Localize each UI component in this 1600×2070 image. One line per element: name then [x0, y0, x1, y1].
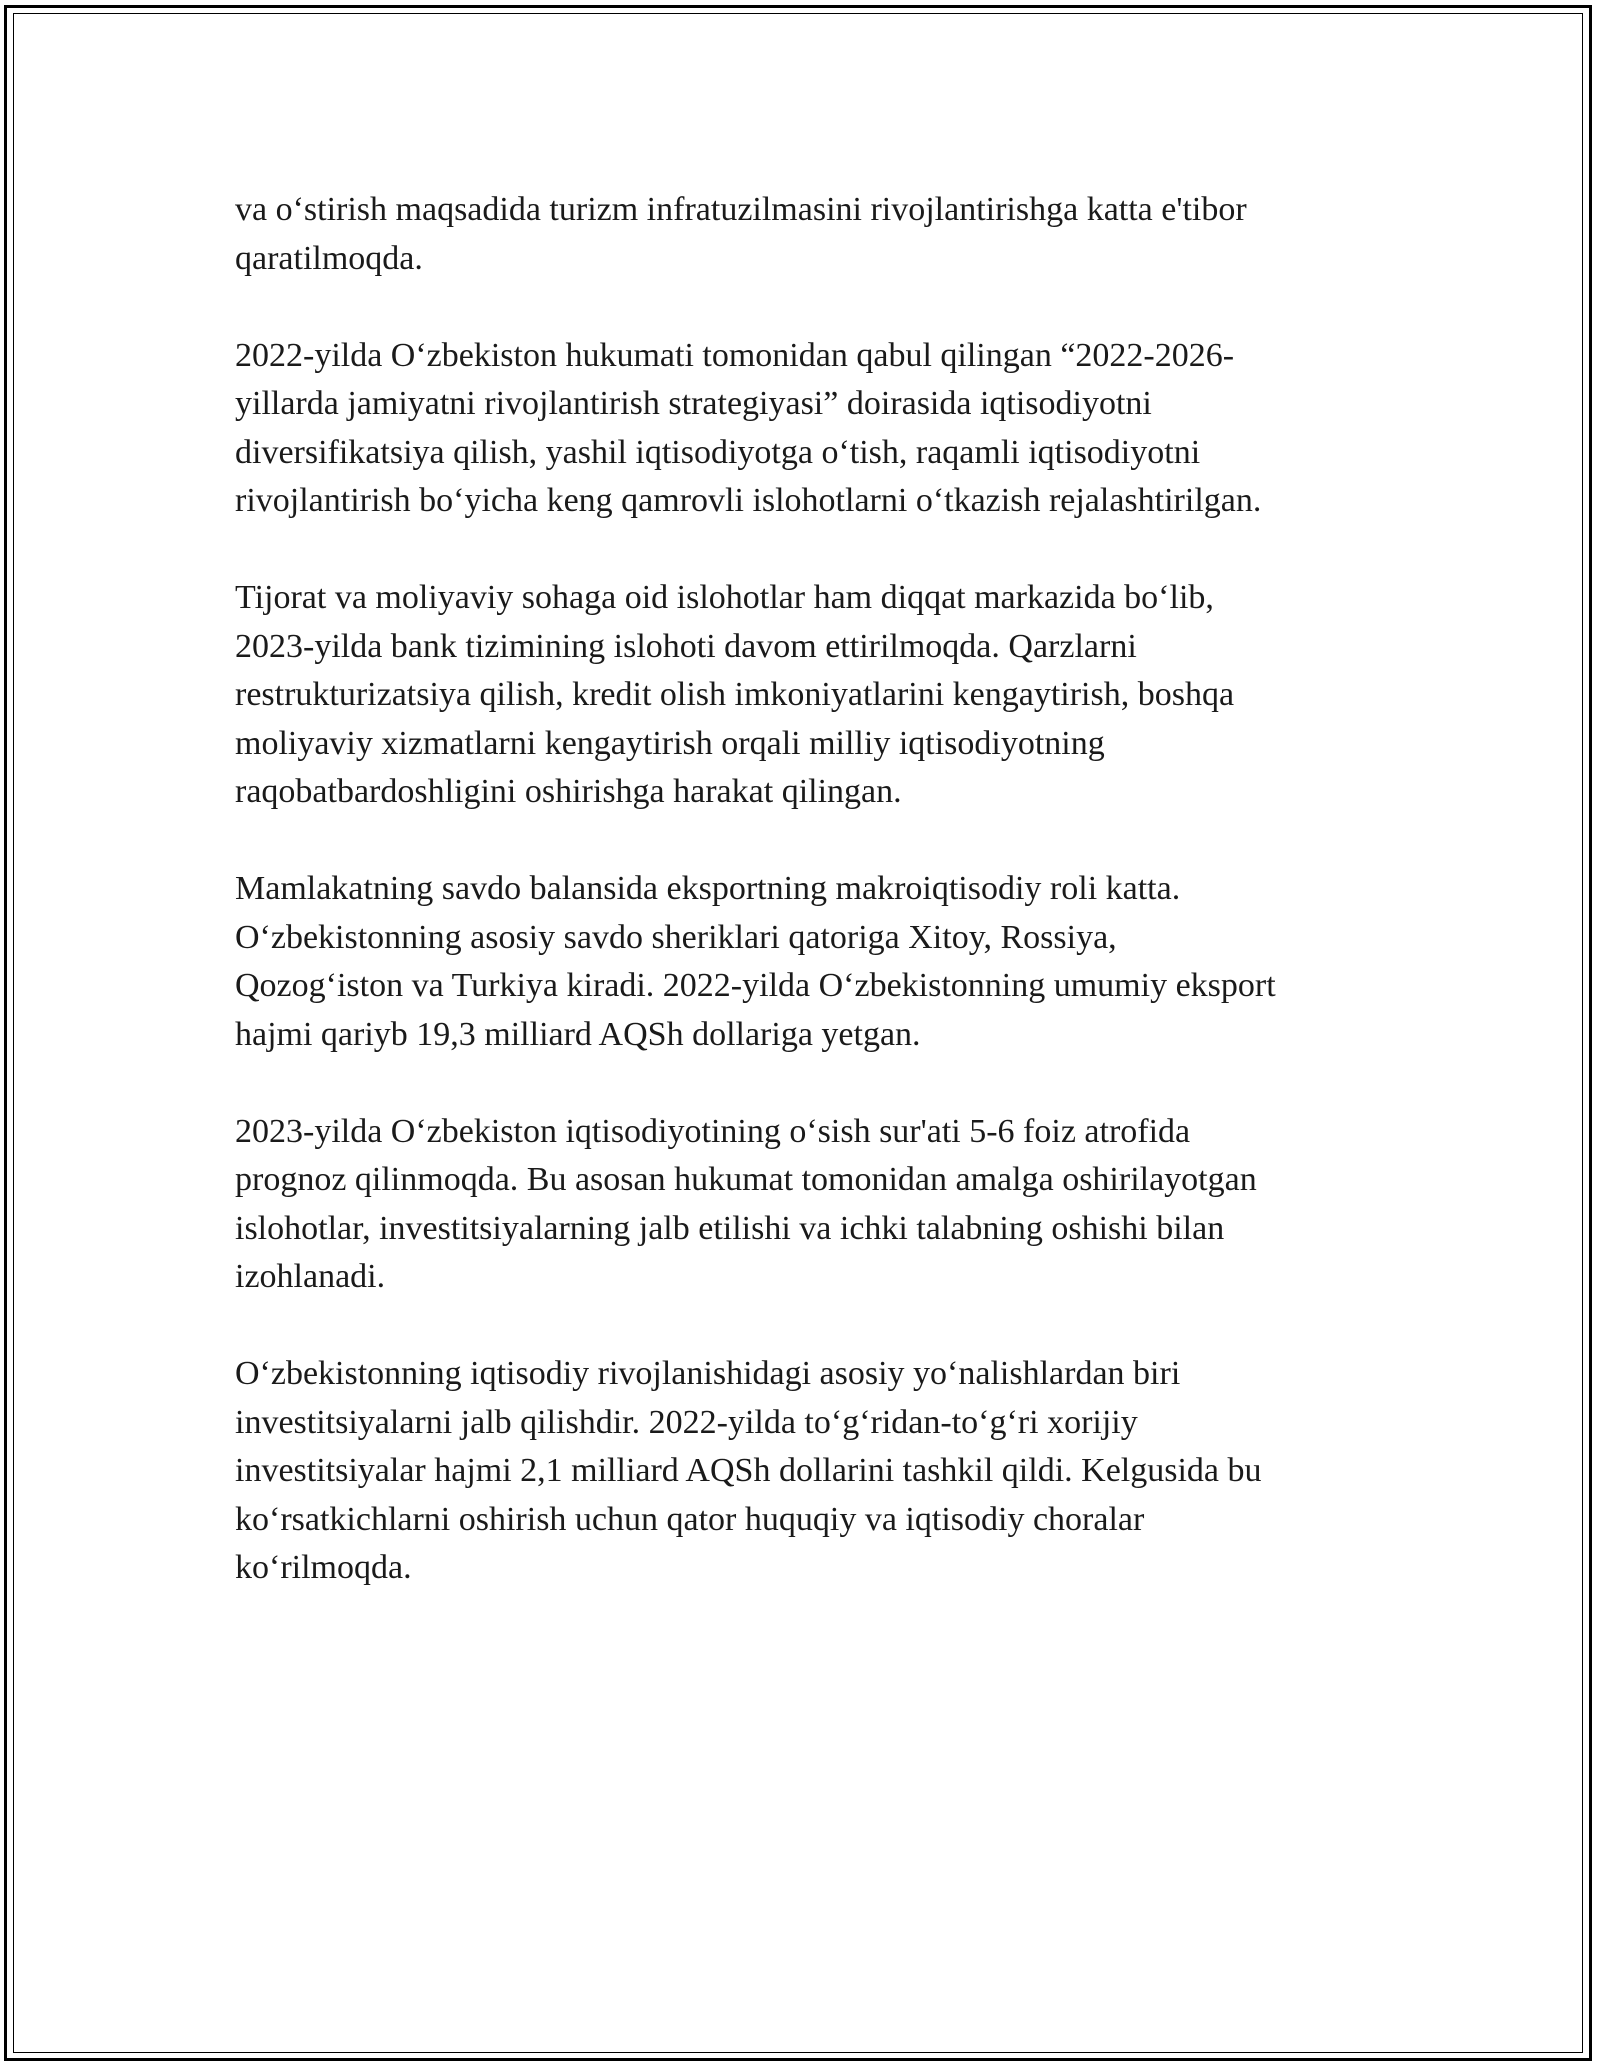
- document-body: [235, 186, 1385, 1641]
- text-line: ko‘rsatkichlarni oshirish uchun qator huquqiy va iqtisodiy choralar: [235, 1500, 1145, 1538]
- text-line: restrukturizatsiya qilish, kredit olish imkoniyatlarini kengaytirish, boshqa: [235, 676, 1235, 713]
- text-line: yillarda jamiyatni rivojlantirish strategiyasi” doirasida iqtisodiyotni: [235, 385, 1152, 422]
- text-line: 2023-yilda bank tizimining islohoti davom ettirilmoqda. Qarzlarni: [235, 627, 1137, 665]
- text-line: 2023-yilda O‘zbekiston iqtisodiyotining o‘sish sur'ati 5-6 foiz atrofida: [235, 1112, 1191, 1150]
- paragraph-growth: [235, 1108, 1385, 1302]
- text-line: izohlanadi.: [235, 1258, 386, 1295]
- text-line: hajmi qariyb 19,3 milliard AQSh dollariga yetgan.: [235, 1015, 921, 1053]
- text-line: O‘zbekistonning iqtisodiy rivojlanishidagi asosiy yo‘nalishlardan biri: [235, 1355, 1181, 1392]
- text-line: va o‘stirish maqsadida turizm infratuzilmasini rivojlantirishga katta e'tibor: [235, 191, 1247, 228]
- text-line: rivojlantirish bo‘yicha keng qamrovli islohotlarni o‘tkazish rejalashtirilgan.: [235, 482, 1262, 519]
- text-line: Mamlakatning savdo balansida eksportning makroiqtisodiy roli katta.: [235, 870, 1181, 907]
- text-line: diversifikatsiya qilish, yashil iqtisodiyotga o‘tish, raqamli iqtisodiyotni: [235, 433, 1201, 471]
- text-line: raqobatbardoshligini oshirishga harakat qilingan.: [235, 773, 902, 810]
- text-line: investitsiyalar hajmi 2,1 milliard AQSh dollarini tashkil qildi. Kelgusida bu: [235, 1452, 1262, 1489]
- paragraph-tourism: [235, 186, 1385, 283]
- text-line: prognoz qilinmoqda. Bu asosan hukumat tomonidan amalga oshirilayotgan: [235, 1161, 1257, 1198]
- text-line: moliyaviy xizmatlarni kengaytirish orqali milliy iqtisodiyotning: [235, 724, 1105, 762]
- paragraph-investment: [235, 1350, 1385, 1593]
- text-line: ko‘rilmoqda.: [235, 1549, 412, 1586]
- text-line: islohotlar, investitsiyalarning jalb etilishi va ichki talabning oshishi bilan: [235, 1209, 1225, 1247]
- text-line: Tijorat va moliyaviy sohaga oid islohotlar ham diqqat markazida bo‘lib,: [235, 579, 1214, 616]
- paragraph-banking: [235, 574, 1385, 817]
- paragraph-export: [235, 865, 1385, 1059]
- text-line: Qozog‘iston va Turkiya kiradi. 2022-yilda O‘zbekistonning umumiy eksport: [235, 967, 1276, 1004]
- text-line: qaratilmoqda.: [235, 239, 423, 277]
- paragraph-strategy: [235, 332, 1385, 526]
- text-line: investitsiyalarni jalb qilishdir. 2022-yilda to‘g‘ridan-to‘g‘ri xorijiy: [235, 1403, 1138, 1441]
- text-line: 2022-yilda O‘zbekiston hukumati tomonidan qabul qilingan “2022-2026-: [235, 336, 1235, 374]
- text-line: O‘zbekistonning asosiy savdo sheriklari qatoriga Xitoy, Rossiya,: [235, 918, 1117, 956]
